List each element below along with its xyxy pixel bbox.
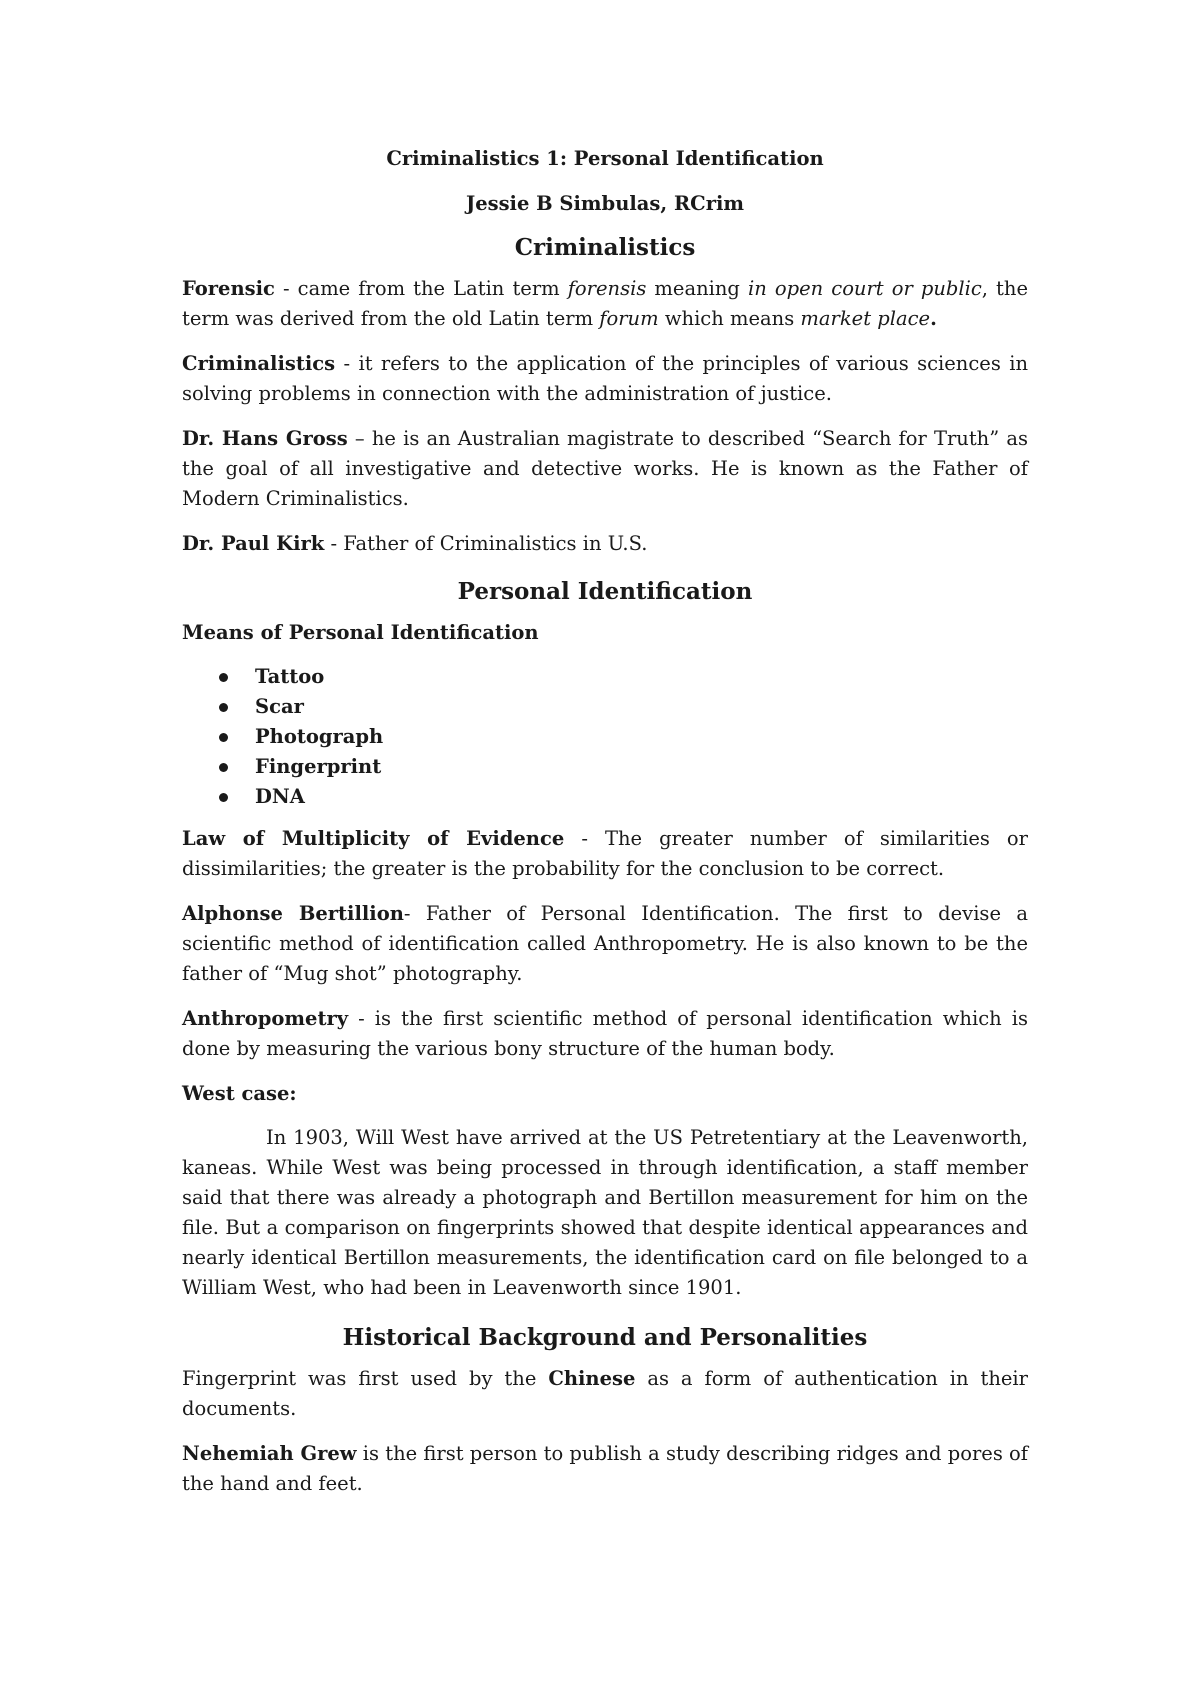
paragraph-criminalistics-definition	[182, 349, 1028, 409]
paragraph-hans-gross	[182, 424, 1028, 514]
term-criminalistics: Criminalistics	[182, 352, 336, 375]
bullet-icon	[219, 673, 228, 682]
text-fragment: - came from the Latin term	[274, 277, 568, 300]
text-fragment: , the term was derived from the old Latin term	[182, 277, 1028, 330]
means-heading: Means of Personal Identification	[182, 621, 539, 644]
definition-text: – he is an Australian magistrate to described “Search for Truth” as the goal of all investigative and detective works. He is known as the Father of Modern Criminalistics.	[182, 427, 1028, 510]
term-anthropometry: Anthropometry	[182, 1007, 349, 1030]
paragraph-forensic	[182, 274, 1028, 334]
bullet-icon	[219, 763, 228, 772]
definition-text: - it refers to the application of the principles of various sciences in solving problems in connection with the administration of justice.	[182, 352, 1028, 405]
document-page	[182, 145, 1028, 1514]
text-fragment: .	[930, 307, 937, 330]
bullet-icon	[219, 703, 228, 712]
bullet-icon	[219, 733, 228, 742]
text-fragment: which means	[658, 307, 801, 330]
means-list	[182, 662, 1028, 812]
term-bertillion: Alphonse Bertillion	[182, 902, 404, 925]
paragraph-paul-kirk	[182, 529, 1028, 559]
list-item	[219, 692, 1028, 722]
document-title: Criminalistics 1: Personal Identification	[386, 147, 824, 170]
section-heading-history: Historical Background and Personalities	[342, 1324, 868, 1351]
paragraph-anthropometry	[182, 1004, 1028, 1064]
list-item	[219, 722, 1028, 752]
paragraph-west-case: In 1903, Will West have arrived at the US Petretentiary at the Leavenworth, kaneas. While West was being processed in through identification, a staff member said that there was already a photograph and Bertillon measurement for him on the file. But a comparison on fingerprints showed that despite identical appearances and nearly identical Bertillon measurements, the identification card on file belonged to a William West, who had been in Leavenworth since 1901.	[182, 1126, 1028, 1299]
text-fragment: as a form of authentication in their documents.	[182, 1367, 1028, 1420]
list-item	[219, 752, 1028, 782]
definition-text: - Father of Criminalistics in U.S.	[324, 532, 648, 555]
list-item-label: Fingerprint	[255, 755, 382, 778]
paragraph-multiplicity	[182, 824, 1028, 884]
paragraph-nehemiah-grew	[182, 1439, 1028, 1499]
italic-term: forum	[599, 307, 659, 330]
list-item	[219, 662, 1028, 692]
italic-term: in open court or public	[748, 277, 982, 300]
list-item	[219, 782, 1028, 812]
west-case-heading: West case:	[182, 1082, 297, 1105]
list-item-label: DNA	[255, 785, 305, 808]
italic-term: forensis	[567, 277, 647, 300]
text-fragment: Fingerprint was first used by the	[182, 1367, 549, 1390]
paragraph-bertillion	[182, 899, 1028, 989]
list-item-label: Photograph	[255, 725, 384, 748]
definition-text: - Father of Personal Identification. The first to devise a scientific method of identification called Anthropometry. He is also known to be the father of “Mug shot” photography.	[182, 902, 1028, 985]
definition-text: is the first person to publish a study describing ridges and pores of the hand and feet.	[182, 1442, 1028, 1495]
list-item-label: Scar	[255, 695, 304, 718]
section-heading-personal-identification: Personal Identification	[457, 578, 753, 605]
paragraph-chinese	[182, 1364, 1028, 1424]
document-author: Jessie B Simbulas, RCrim	[465, 192, 745, 215]
section-heading-criminalistics: Criminalistics	[514, 234, 696, 261]
definition-text: - The greater number of similarities or dissimilarities; the greater is the probability for the conclusion to be correct.	[182, 827, 1028, 880]
term-paul-kirk: Dr. Paul Kirk	[182, 532, 325, 555]
text-fragment: meaning	[646, 277, 748, 300]
bullet-icon	[219, 793, 228, 802]
term-multiplicity: Law of Multiplicity of Evidence	[182, 827, 565, 850]
term-chinese: Chinese	[548, 1367, 636, 1390]
term-nehemiah-grew: Nehemiah Grew	[182, 1442, 357, 1465]
term-forensic: Forensic	[182, 277, 275, 300]
definition-text: - is the first scientific method of personal identification which is done by measuring the various bony structure of the human body.	[182, 1007, 1028, 1060]
list-item-label: Tattoo	[255, 665, 325, 688]
term-hans-gross: Dr. Hans Gross	[182, 427, 348, 450]
italic-term: market place	[800, 307, 931, 330]
